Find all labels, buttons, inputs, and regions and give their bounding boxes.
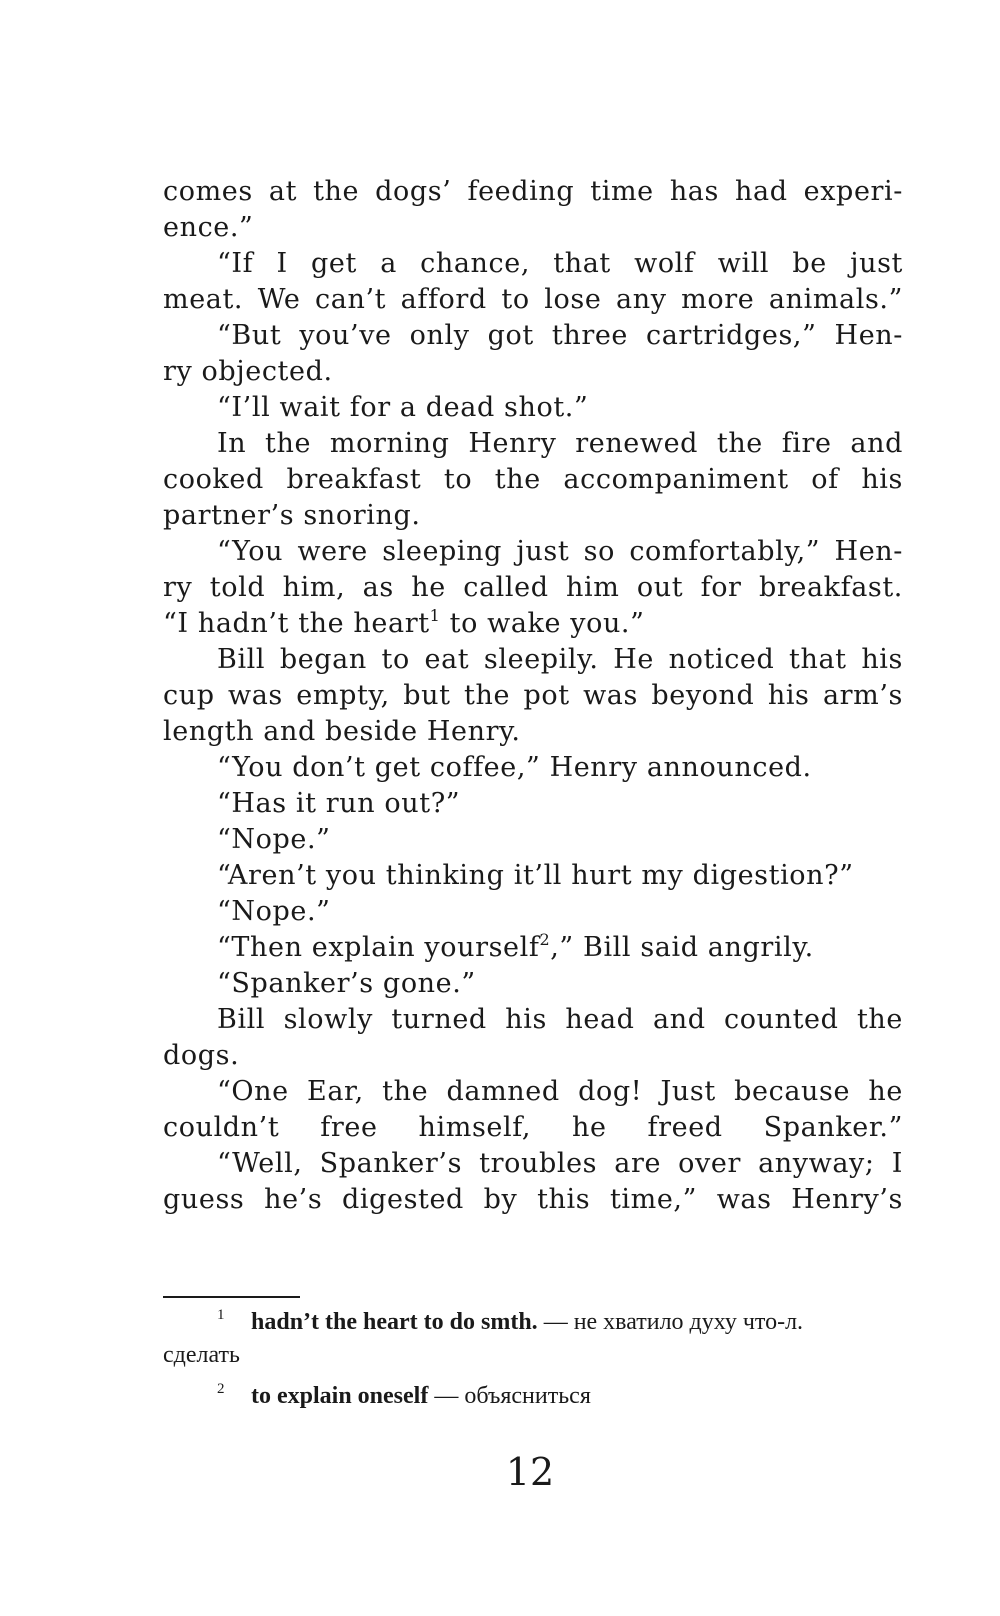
footnote: 1 hadn’t the heart to do smth. — не хватило духу что-л.	[217, 1307, 804, 1335]
text-line	[163, 642, 903, 678]
text-line	[163, 1038, 903, 1074]
text-line-content: partner’s snoring.	[163, 500, 421, 531]
footnote-marker: 2	[539, 930, 551, 949]
text-line	[163, 606, 903, 642]
text-line	[163, 498, 903, 534]
text-line-content: “Aren’t you thinking it’ll hurt my digestion?”	[217, 860, 854, 891]
text-line-content: “You don’t get coffee,” Henry announced.	[217, 752, 812, 783]
text-line	[163, 354, 903, 390]
text-line-content: Bill began to eat sleepily. He noticed that his	[217, 644, 903, 675]
text-line	[163, 786, 903, 822]
text-line-content: length and beside Henry.	[163, 716, 521, 747]
text-line-continuation: ,” Bill said angrily.	[550, 932, 814, 963]
text-line	[163, 1182, 903, 1218]
text-line	[163, 174, 903, 210]
text-line-content: ry told him, as he called him out for breakfast.	[163, 572, 903, 603]
text-line-content: guess he’s digested by this time,” was Henry’s	[163, 1184, 903, 1215]
text-line-continuation: to wake you.”	[440, 608, 645, 639]
text-line	[163, 282, 903, 318]
text-line	[163, 210, 903, 246]
text-line	[163, 966, 903, 1002]
text-line-content: meat. We can’t afford to lose any more animals.”	[163, 284, 903, 315]
text-line	[163, 426, 903, 462]
text-line	[163, 462, 903, 498]
text-line	[163, 750, 903, 786]
footnote-definition: — объясниться	[428, 1383, 591, 1409]
text-line-content: “Nope.”	[217, 824, 331, 855]
text-line-content: comes at the dogs’ feeding time has had experi-	[163, 176, 903, 207]
text-line	[163, 1146, 903, 1182]
footnote-term: to explain oneself	[251, 1383, 429, 1409]
text-line-content: “I hadn’t the heart	[163, 608, 430, 639]
text-line	[163, 822, 903, 858]
text-line-content: “Then explain yourself	[217, 932, 540, 963]
text-line	[163, 570, 903, 606]
text-line-content: cup was empty, but the pot was beyond his arm’s	[163, 680, 903, 711]
text-line-content: “You were sleeping just so comfortably,” Hen-	[217, 536, 903, 567]
footnotes	[163, 1306, 903, 1413]
text-line-content: couldn’t free himself, he freed Spanker.”	[163, 1112, 903, 1143]
text-line-content: Bill slowly turned his head and counted the	[217, 1004, 903, 1035]
text-line	[163, 858, 903, 894]
text-line	[163, 390, 903, 426]
text-line-content: “Has it run out?”	[217, 788, 461, 819]
text-line-content: In the morning Henry renewed the fire and	[217, 428, 903, 459]
text-line	[163, 714, 903, 750]
text-line	[163, 894, 903, 930]
text-line-content: dogs.	[163, 1040, 240, 1071]
footnote: 2 to explain oneself — объясниться	[217, 1381, 591, 1409]
text-line-content: “I’ll wait for a dead shot.”	[217, 392, 589, 423]
footnote-term: hadn’t the heart to do smth.	[251, 1309, 538, 1335]
text-line	[163, 1002, 903, 1038]
text-line-content: “One Ear, the damned dog! Just because he	[217, 1076, 903, 1107]
text-line	[163, 1110, 903, 1146]
text-line-content: “But you’ve only got three cartridges,” Hen-	[217, 320, 903, 351]
text-line-content: cooked breakfast to the accompaniment of his	[163, 464, 903, 495]
footnote-marker: 1	[429, 606, 441, 625]
text-line-content: “Well, Spanker’s troubles are over anyway; I	[217, 1148, 903, 1179]
footnote-separator	[163, 1296, 300, 1298]
text-line	[163, 534, 903, 570]
text-line-content: “Nope.”	[217, 896, 331, 927]
text-line	[163, 318, 903, 354]
text-line	[163, 678, 903, 714]
footnote-continuation: сделать	[163, 1342, 240, 1368]
text-line-content: “Spanker’s gone.”	[217, 968, 476, 999]
text-line	[163, 1074, 903, 1110]
text-line-content: ence.”	[163, 212, 254, 243]
page-number: 12	[505, 1450, 555, 1494]
body-text	[163, 174, 903, 1218]
footnote-definition: — не хватило духу что-л.	[537, 1309, 804, 1335]
text-line-content: ry objected.	[163, 356, 333, 387]
text-line-content: “If I get a chance, that wolf will be just	[217, 248, 903, 279]
text-line	[163, 930, 903, 966]
text-line	[163, 246, 903, 282]
